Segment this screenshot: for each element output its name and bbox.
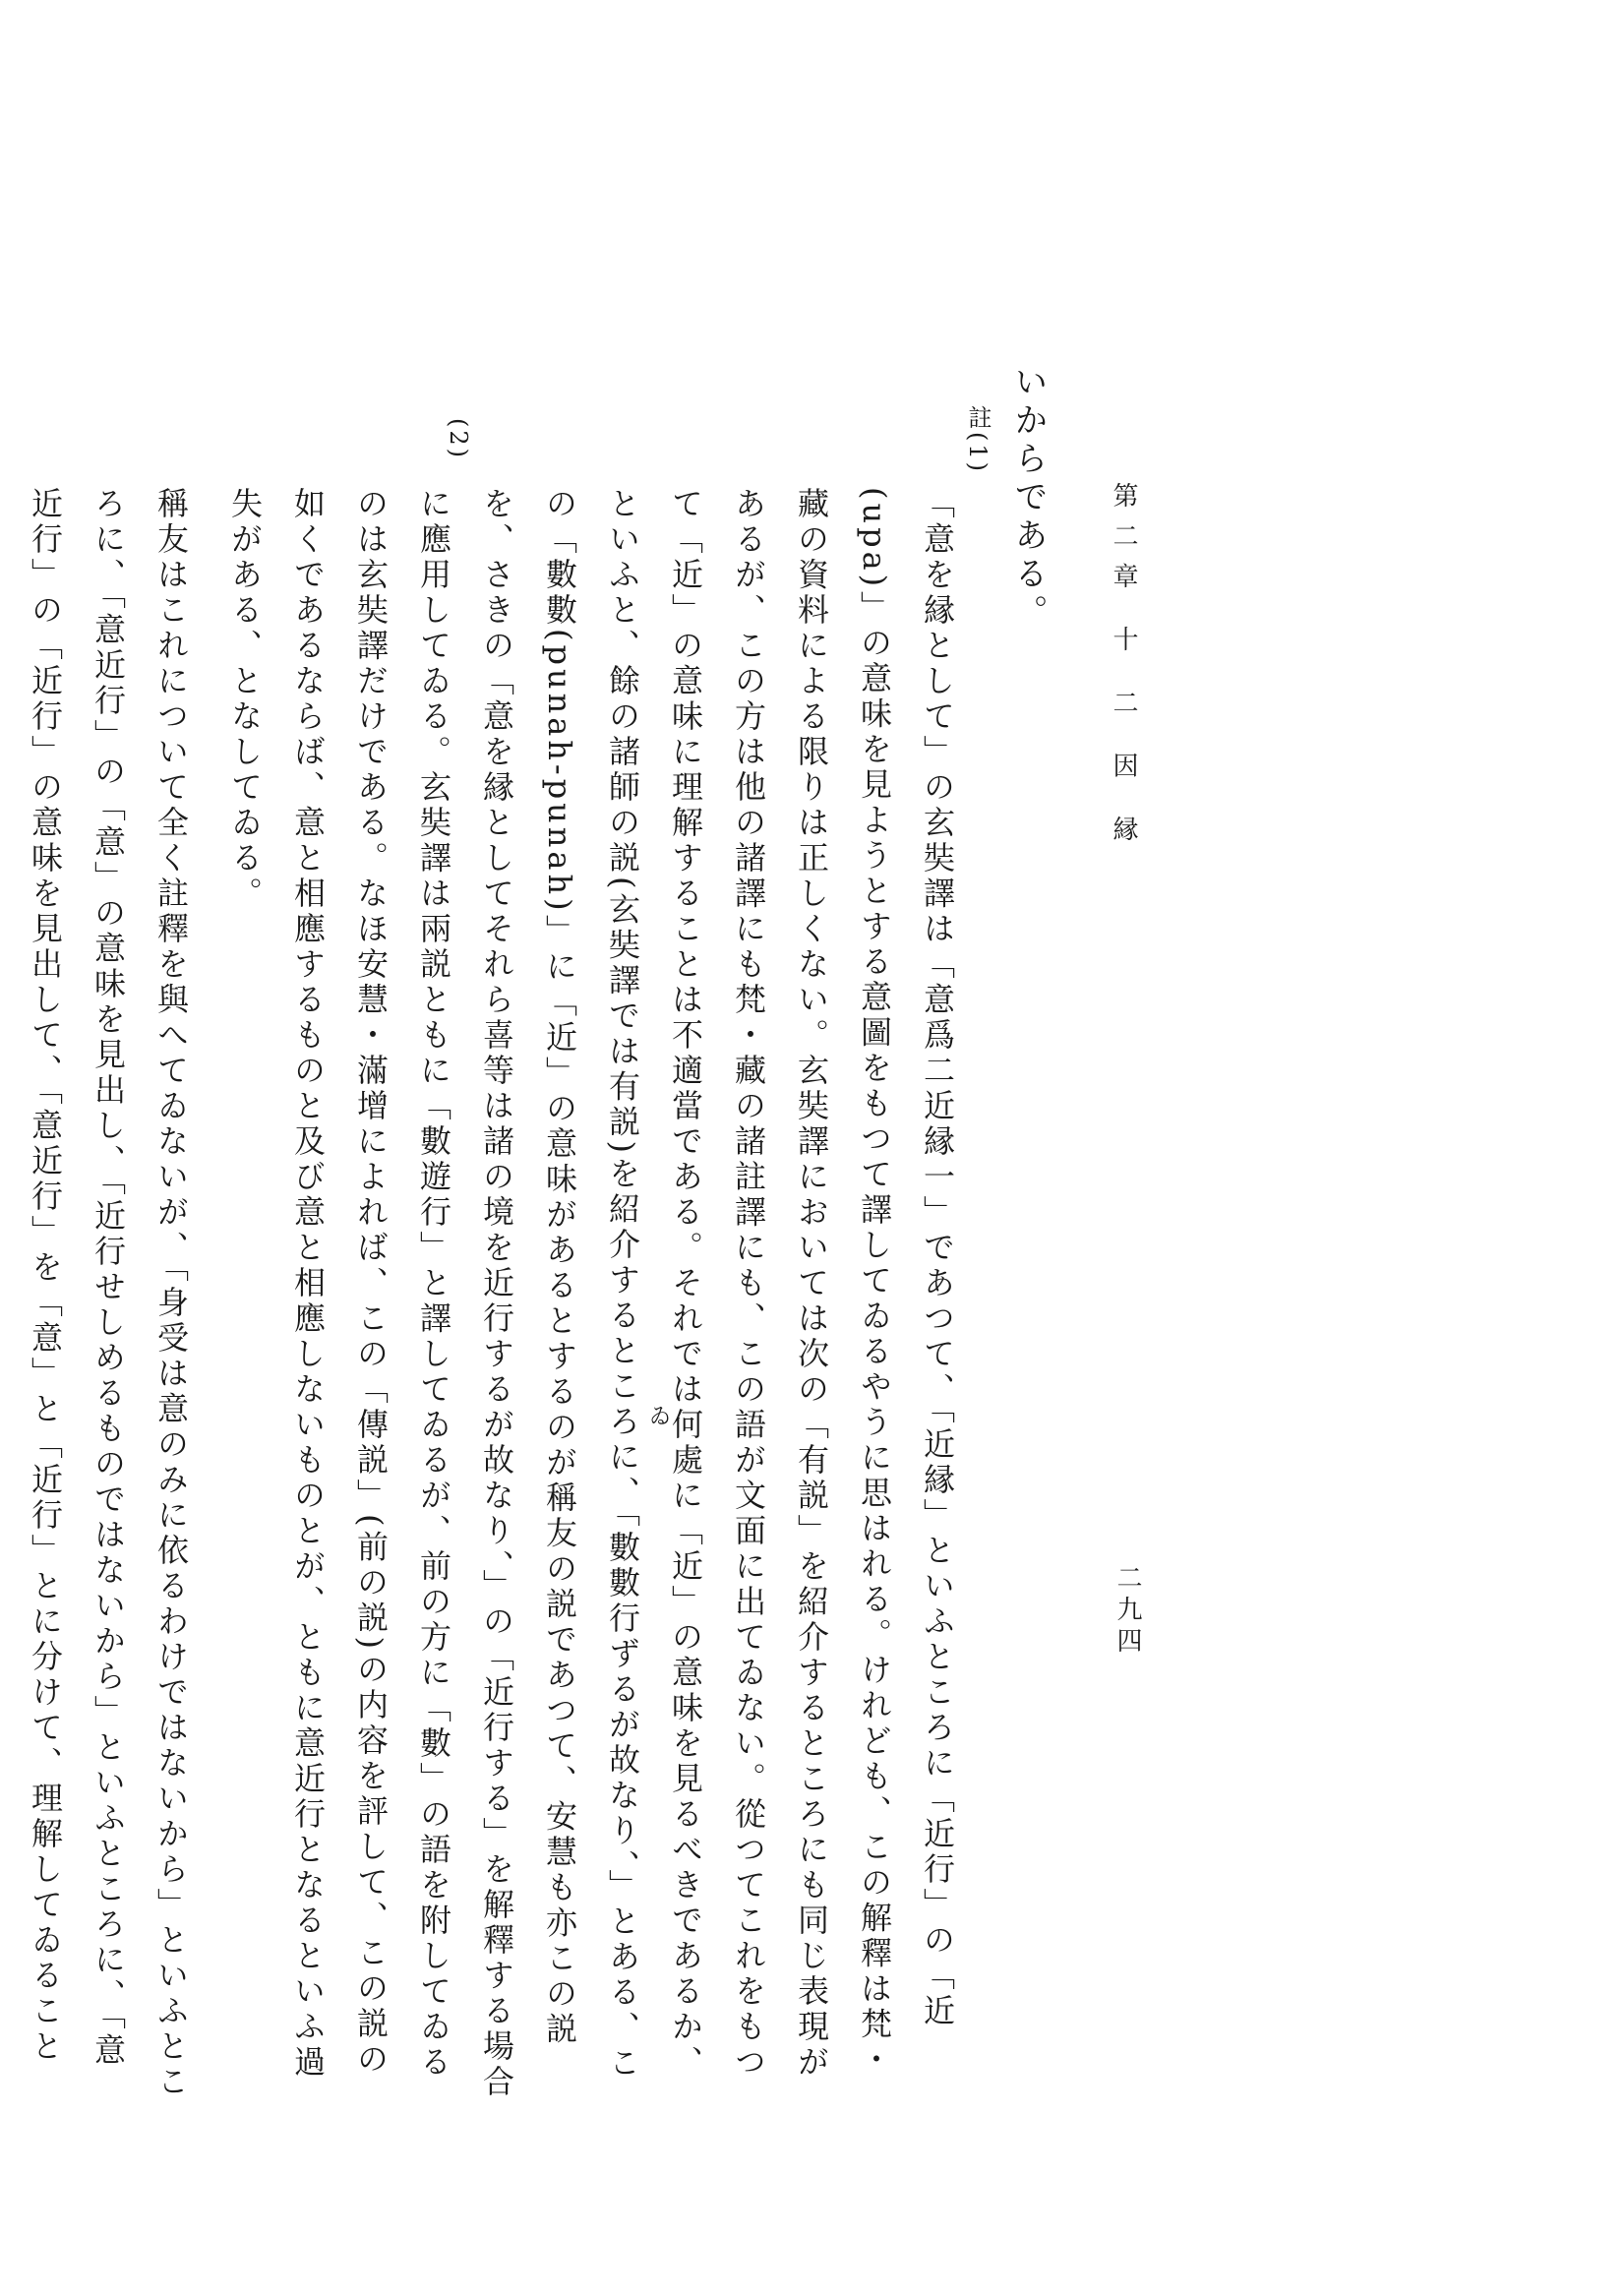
chapter-title: 第二章 十 二 因 縁 bbox=[1109, 482, 1138, 857]
note-1-text: 「意を縁として」の玄奘譯は「意爲二近縁一」であつて、「近縁」といふところに「近行」の「近(upa)」の意味を見ようとする意圖をもつて譯してゐるやうに思はれる。けれども、この解釋は梵・藏の資料による限りは正しくない。玄奘譯においては次の「有説」を紹介するところにも同じ表現があるが、この方は他の諸譯にも梵・藏の諸註譯にも、この語が文面に出てゐない。從つてこれをもつて「近」の意味に理解することは不適當である。それでは何處に「近」の意味を見るべきであるか、といふと、餘の諸師の説(玄奘譯では有説)を紹介するところに、「數數行ずるが故なり、」とある、この「數數(punah-punah)」に「近」の意味があるとするのが稱友の説であつて、安慧も亦この説を、さきの「意を縁としてそれら喜等は諸の境を近行するが故なり、」の「近行する」を解釋する場合に應用してゐる。玄奘譯は兩説ともに「數遊行」と譯してゐるが、前の方に「數」の語を附してゐるのは玄奘譯だけである。なほ安慧・滿增によれば、この「傳説」(前の説)の内容を評して、この説の如くであるならば、意と相應するものと及び意と相應しないものとが、ともに意近行となるといふ過失がある、となしてゐる。 bbox=[226, 487, 956, 2100]
lead-text: いからである。 bbox=[1008, 364, 1048, 633]
note-1-label: 註(1) bbox=[964, 405, 992, 474]
notes-block bbox=[0, 487, 969, 2100]
stray-mark: ゐ bbox=[649, 1405, 672, 1429]
note-2-text: 稱友はこれについて全く註釋を與へてゐないが、「身受は意のみに依るわけではないから」といふところに、「意近行」の「意」の意味を見出し、「近行せしめるものではないから」といふところに、「意近行」の「近行」の意味を見出して、「意近行」を「意」と「近行」とに分けて、理解してゐること bbox=[27, 487, 190, 2100]
note-2-label: (2) bbox=[445, 418, 472, 460]
page-number: 二九四 bbox=[1113, 1564, 1142, 1659]
